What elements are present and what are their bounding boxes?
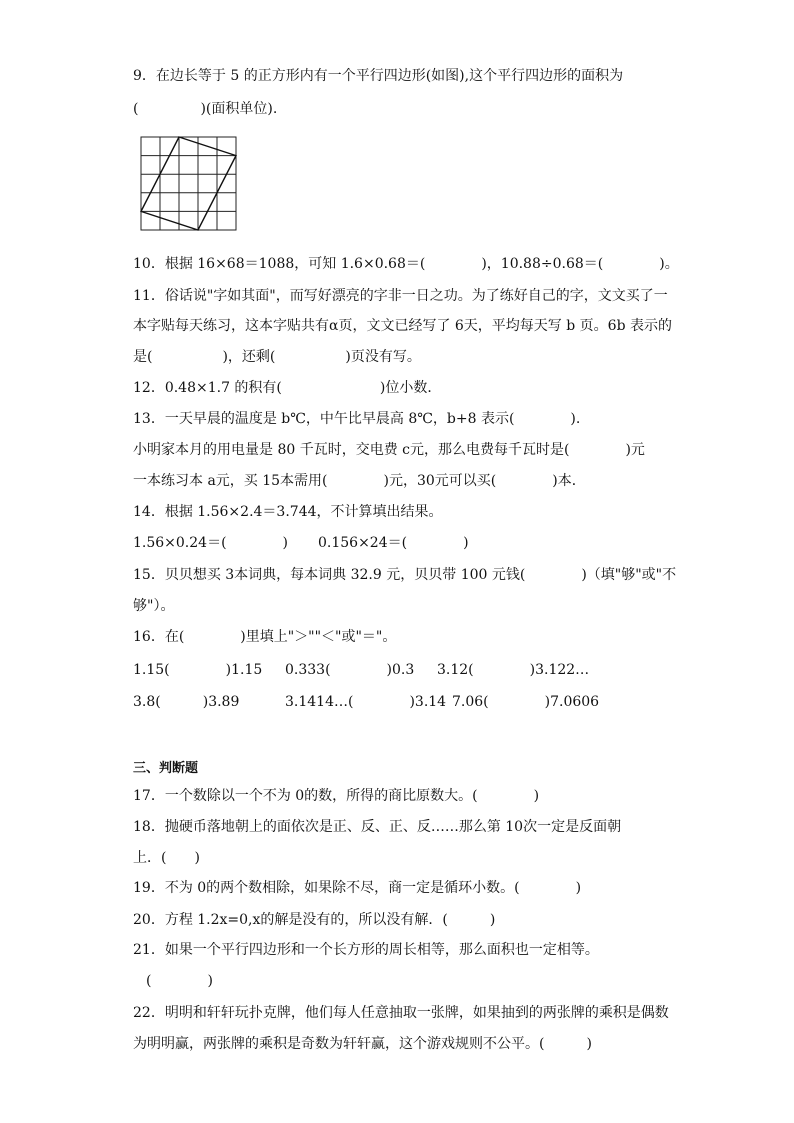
q9-line1: 9．在边长等于 5 的正方形内有一个平行四边形(如图),这个平行四边形的面积为	[133, 68, 624, 84]
q14-part-b: 0.156×24＝( )	[318, 535, 469, 551]
q11-line3: 是( )，还剩( )页没有写。	[133, 349, 421, 365]
q16-line1: 16．在( )里填上"＞""＜"或"＝"。	[133, 629, 397, 645]
q18-line1: 18．抛硬币落地朝上的面依次是正、反、正、反……那么第 10次一定是反面朝	[133, 819, 622, 835]
q17-line: 17．一个数除以一个不为 0的数，所得的商比原数大。( )	[133, 788, 540, 804]
q10-line: 10．根据 16×68＝1088，可知 1.6×0.68＝( )，10.88÷0.68＝( )。	[133, 256, 679, 272]
parallelogram-grid-figure	[140, 136, 238, 232]
q11-line2: 本字贴每天练习，这本字贴共有α页，文文已经写了 6天，平均每天写 b 页。6b 表示的	[133, 318, 672, 334]
q21-line1: 21．如果一个平行四边形和一个长方形的周长相等，那么面积也一定相等。	[133, 942, 599, 958]
q16-item-4: 3.8( )3.89	[133, 694, 240, 710]
q9-line2	[133, 99, 277, 119]
q16-item-6: 7.06( )7.0606	[452, 694, 600, 710]
q14-line1: 14．根据 1.56×2.4＝3.744，不计算填出结果。	[133, 504, 443, 520]
q12-line: 12．0.48×1.7 的积有( )位小数．	[133, 380, 442, 396]
q16-item-3: 3.12( )3.122…	[437, 662, 590, 678]
section-3-title: 三、判断题	[133, 761, 199, 776]
q13-line1: 13．一天早晨的温度是 b℃，中午比早晨高 8℃，b+8 表示( ).	[133, 411, 581, 427]
q22-line1: 22．明明和轩轩玩扑克牌，他们每人任意抽取一张牌，如果抽到的两张牌的乘积是偶数	[133, 1005, 669, 1021]
q9-paren-open: (	[133, 101, 139, 117]
q22-line2: 为明明赢，两张牌的乘积是奇数为轩轩赢，这个游戏规则不公平。( )	[133, 1036, 592, 1052]
parallelogram-shape	[141, 137, 236, 230]
q9-paren-close: )(面积单位).	[200, 101, 278, 117]
q14-part-a: 1.56×0.24＝( )	[133, 535, 288, 551]
q15-line2: 够"）。	[133, 598, 175, 614]
q13-line3: 一本练习本 a元，买 15本需用( )元，30元可以买( )本．	[133, 473, 586, 489]
q16-item-1: 1.15( )1.15	[133, 662, 263, 678]
q13-line2: 小明家本月的用电量是 80 千瓦时，交电费 c元，那么电费每千瓦时是( )元	[133, 442, 645, 458]
q19-line: 19．不为 0的两个数相除，如果除不尽，商一定是循环小数。( )	[133, 880, 582, 896]
q15-line1: 15．贝贝想买 3本词典，每本词典 32.9 元，贝贝带 100 元钱( )（填"够"或"不	[133, 567, 677, 583]
q18-line2: 上．( )	[133, 850, 200, 866]
q16-item-5: 3.1414…( )3.14	[285, 694, 447, 710]
q16-item-2: 0.333( )0.3	[285, 662, 415, 678]
q11-line1: 11．俗话说"字如其面"，而写好漂亮的字非一日之功。为了练好自己的字，文文买了一	[133, 288, 668, 304]
q20-line: 20．方程 1.2x=0,x的解是没有的，所以没有解．( )	[133, 912, 496, 928]
q21-line2: ( )	[146, 973, 213, 989]
